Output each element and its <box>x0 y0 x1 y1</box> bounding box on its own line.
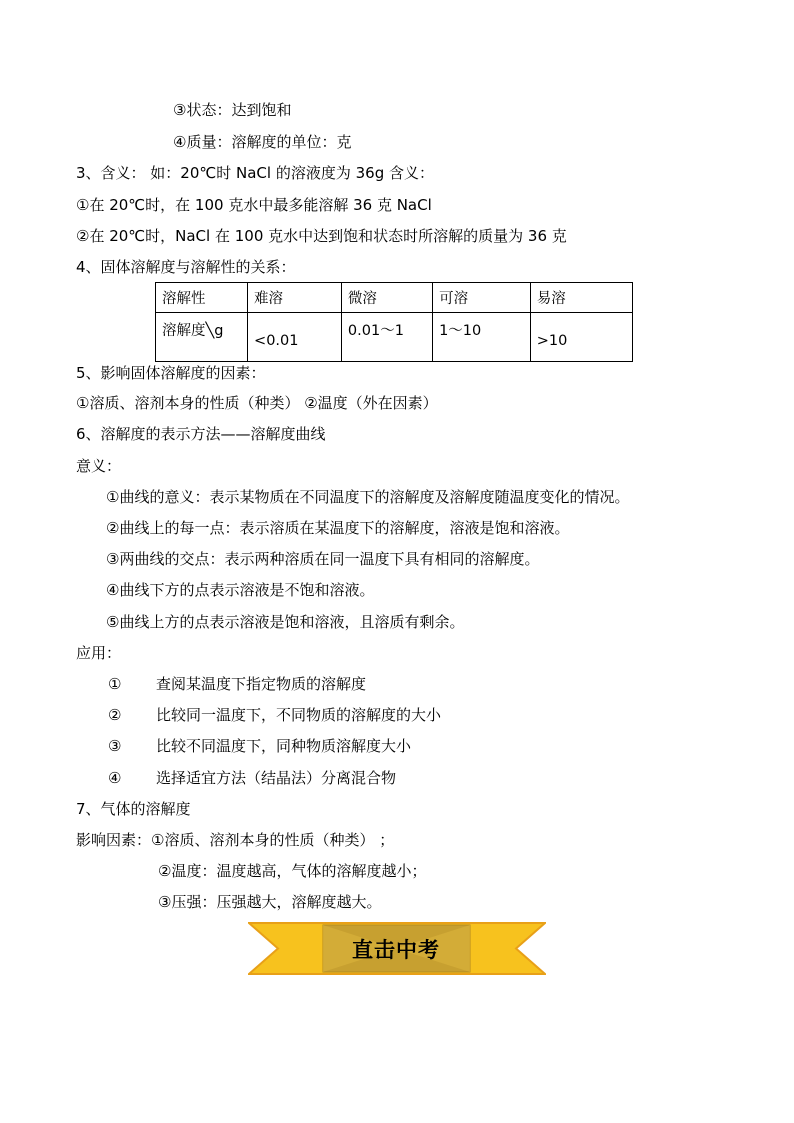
meaning-line-1: ①在 20℃时，在 100 克水中最多能溶解 36 克 NaCl <box>76 196 432 214</box>
application-item: 选择适宜方法（结晶法）分离混合物 <box>156 769 397 787</box>
application-item: 比较不同温度下，同种物质溶解度大小 <box>156 737 412 755</box>
table-cell: 可溶 <box>433 283 531 313</box>
curve-meaning-2: ②曲线上的每一点：表示溶质在某温度下的溶解度，溶液是饱和溶液。 <box>106 519 570 537</box>
curve-meaning-3: ③两曲线的交点：表示两种溶质在同一温度下具有相同的溶解度。 <box>106 550 540 568</box>
application-number: ④ <box>108 769 122 787</box>
table-cell: 溶解性 <box>156 283 248 313</box>
table-cell: 0.01～1 <box>341 313 432 362</box>
gas-factor-3: ③压强：压强越大，溶解度越大。 <box>158 893 382 911</box>
table-cell: 1～10 <box>433 313 531 362</box>
application-item: 比较同一温度下，不同物质的溶解度的大小 <box>156 706 442 724</box>
curve-meaning-4: ④曲线下方的点表示溶液是不饱和溶液。 <box>106 581 375 599</box>
table-cell: <0.01 <box>248 313 342 362</box>
banner-title: 直击中考 <box>352 937 440 962</box>
table-cell: >10 <box>530 313 632 362</box>
application-number: ③ <box>108 737 122 755</box>
curve-meaning-1: ①曲线的意义：表示某物质在不同温度下的溶解度及溶解度随温度变化的情况。 <box>106 488 630 506</box>
relation-heading: 4、固体溶解度与溶解性的关系： <box>76 258 296 276</box>
curve-heading: 6、溶解度的表示方法——溶解度曲线 <box>76 425 326 443</box>
meaning-line-2: ②在 20℃时，NaCl 在 100 克水中达到饱和状态时所溶解的质量为 36 克 <box>76 227 567 245</box>
table-cell: 微溶 <box>341 283 432 313</box>
state-line: ③状态：达到饱和 <box>173 101 292 119</box>
table-cell: 难溶 <box>248 283 342 313</box>
meaning-heading: 3、含义： 如：20℃时 NaCl 的溶液度为 36g 含义： <box>76 164 434 182</box>
gas-factor-1: 影响因素：①溶质、溶剂本身的性质（种类） ； <box>76 831 395 849</box>
curve-meaning-5: ⑤曲线上方的点表示溶液是饱和溶液，且溶质有剩余。 <box>106 613 465 631</box>
table-cell: 溶解度╲g <box>156 313 248 362</box>
factors-heading: 5、影响固体溶解度的因素： <box>76 364 266 382</box>
meaning-label: 意义： <box>76 457 122 475</box>
application-number: ② <box>108 706 122 724</box>
application-item: 查阅某温度下指定物质的溶解度 <box>156 675 367 693</box>
application-number: ① <box>108 675 122 693</box>
factors-line: ①溶质、溶剂本身的性质（种类） ②温度（外在因素） <box>76 394 438 412</box>
solubility-table <box>155 282 633 362</box>
table-cell: 易溶 <box>530 283 632 313</box>
application-label: 应用： <box>76 644 122 662</box>
table-row <box>156 283 633 313</box>
table-row <box>156 313 633 362</box>
gas-factor-2: ②温度：温度越高，气体的溶解度越小； <box>158 862 427 880</box>
gas-solubility-heading: 7、气体的溶解度 <box>76 800 191 818</box>
mass-unit-line: ④质量：溶解度的单位：克 <box>173 133 352 151</box>
